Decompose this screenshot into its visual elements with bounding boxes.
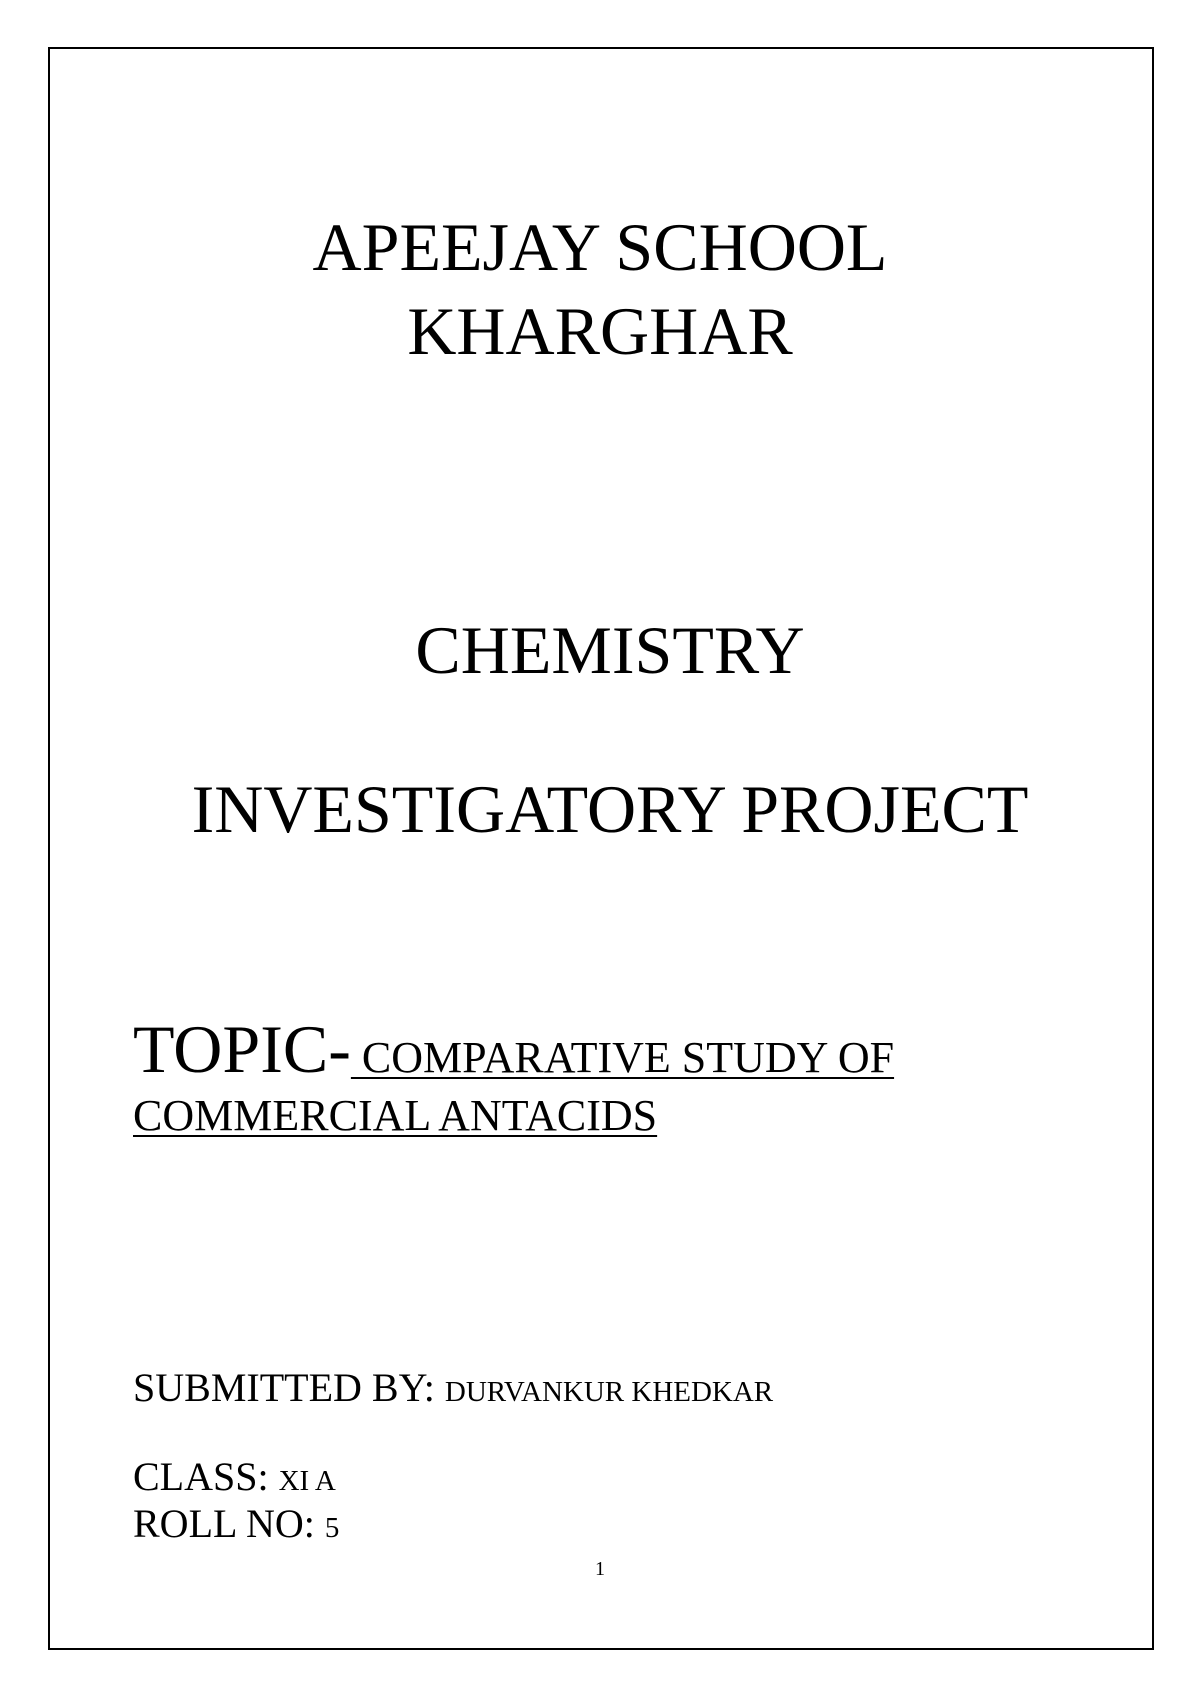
subject-title: CHEMISTRY: [415, 612, 805, 688]
school-name-line-2: KHARGHAR: [407, 293, 793, 369]
roll-number-label: ROLL NO:: [133, 1501, 315, 1546]
project-type-title: INVESTIGATORY PROJECT: [191, 771, 1029, 847]
class-value: XI A: [278, 1465, 336, 1497]
page-number: 1: [595, 1558, 605, 1580]
submitted-by-line: [133, 1365, 773, 1415]
submitted-by-value: DURVANKUR KHEDKAR: [444, 1376, 774, 1408]
school-name: [0, 205, 1200, 373]
class-line: [133, 1454, 336, 1504]
school-name-line-1: APEEJAY SCHOOL: [312, 209, 888, 285]
topic-value: COMPARATIVE STUDY OF COMMERCIAL ANTACIDS: [133, 1033, 895, 1140]
submitted-by-label: SUBMITTED BY:: [133, 1365, 435, 1410]
roll-number-value: 5: [324, 1512, 340, 1544]
class-label: CLASS:: [133, 1454, 269, 1499]
topic-block: [133, 1011, 1113, 1145]
roll-number-line: [133, 1501, 339, 1551]
topic-label: TOPIC-: [133, 1011, 351, 1087]
